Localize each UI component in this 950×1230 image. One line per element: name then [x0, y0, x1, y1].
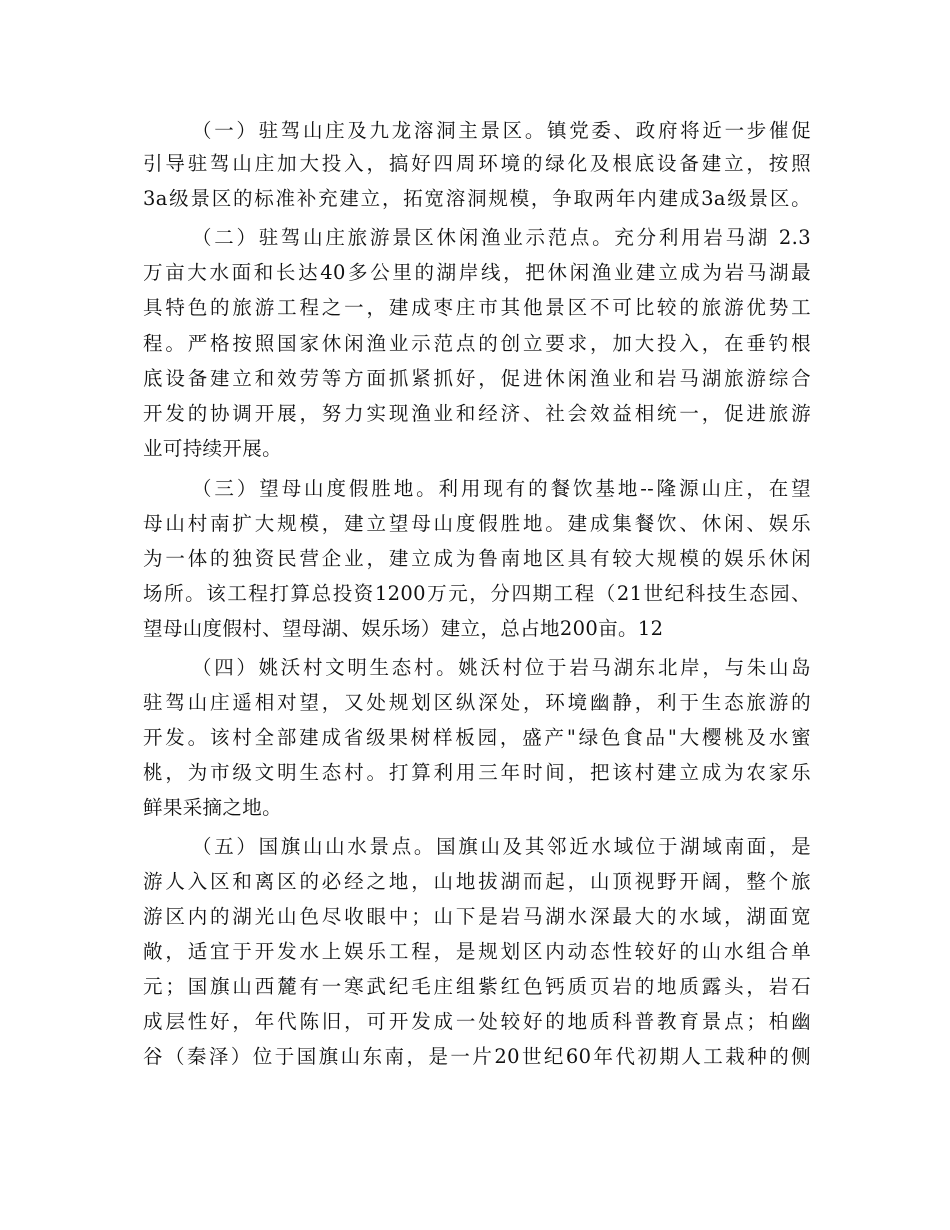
- paragraph-line: 游人入区和离区的必经之地，山地拔湖而起，山顶视野开阔，整个旅: [143, 870, 811, 893]
- paragraph-line: 为一体的独资民营企业，建立成为鲁南地区具有较大规模的娱乐休闲: [143, 547, 811, 570]
- paragraph-line: 程。严格按照国家休闲渔业示范点的创立要求，加大投入，在垂钓根: [143, 332, 811, 355]
- paragraph-line: 万亩大水面和长达40多公里的湖岸线，把休闲渔业建立成为岩马湖最: [143, 261, 811, 284]
- paragraph-line: 底设备建立和效劳等方面抓紧抓好，促进休闲渔业和岩马湖旅游综合: [143, 367, 811, 390]
- paragraph-line: 成层性好，年代陈旧，可开发成一处较好的地质科普教育景点；柏幽: [143, 1010, 811, 1033]
- paragraph-line: （四）姚沃村文明生态村。姚沃村位于岩马湖东北岸，与朱山岛: [192, 656, 811, 679]
- paragraph-line: 开发。该村全部建成省级果树样板园，盛产"绿色食品"大樱桃及水蜜: [143, 726, 811, 749]
- paragraph-line: 具特色的旅游工程之一，建成枣庄市其他景区不可比较的旅游优势工: [143, 296, 811, 319]
- paragraph-line: 场所。该工程打算总投资1200万元，分四期工程（21世纪科技生态园、: [143, 582, 811, 605]
- paragraph-line: 游区内的湖光山色尽收眼中；山下是岩马湖水深最大的水域，湖面宽: [143, 905, 811, 928]
- paragraph-line: 谷（秦泽）位于国旗山东南，是一片20世纪60年代初期人工栽种的侧: [143, 1045, 811, 1068]
- paragraph-line: 母山村南扩大规模，建立望母山度假胜地。建成集餐饮、休闲、娱乐: [143, 512, 811, 535]
- paragraph-line: 桃，为市级文明生态村。打算利用三年时间，把该村建立成为农家乐: [143, 761, 811, 784]
- paragraph-line: 引导驻驾山庄加大投入，搞好四周环境的绿化及根底设备建立，按照: [143, 152, 811, 175]
- paragraph-line: 驻驾山庄遥相对望，又处规划区纵深处，环境幽静，利于生态旅游的: [143, 691, 811, 714]
- paragraph-line: （二）驻驾山庄旅游景区休闲渔业示范点。充分利用岩马湖 2.3: [192, 226, 811, 249]
- paragraph-line: 望母山度假村、望母湖、娱乐场）建立，总占地200亩。12: [143, 617, 664, 640]
- paragraph-line: 元；国旗山西麓有一寒武纪毛庄组紫红色钙质页岩的地质露头，岩石: [143, 975, 811, 998]
- paragraph-line: 敞，适宜于开发水上娱乐工程，是规划区内动态性较好的山水组合单: [143, 940, 811, 963]
- paragraph-line: 3a级景区的标准补充建立，拓宽溶洞规模，争取两年内建成3a级景区。: [143, 187, 811, 210]
- paragraph-line: （三）望母山度假胜地。利用现有的餐饮基地--隆源山庄，在望: [192, 477, 811, 500]
- paragraph-line: 业可持续开展。: [143, 437, 282, 460]
- paragraph-line: 鲜果采摘之地。: [143, 796, 282, 819]
- paragraph-line: （五）国旗山山水景点。国旗山及其邻近水域位于湖域南面，是: [192, 835, 811, 858]
- paragraph-line: 开发的协调开展，努力实现渔业和经济、社会效益相统一，促进旅游: [143, 402, 811, 425]
- paragraph-line: （一）驻驾山庄及九龙溶洞主景区。镇党委、政府将近一步催促: [192, 119, 811, 142]
